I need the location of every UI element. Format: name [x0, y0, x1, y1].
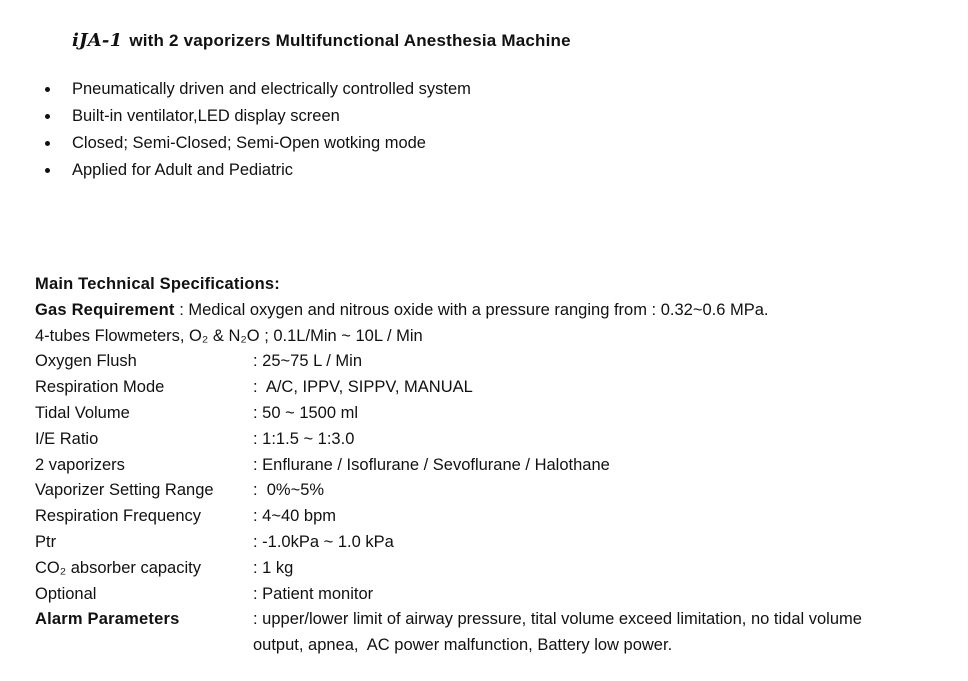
- list-item: [45, 103, 905, 130]
- spec-label: Tidal Volume: [35, 403, 130, 422]
- specifications-section: [35, 272, 957, 659]
- spec-label: Respiration Frequency: [35, 507, 201, 526]
- spec-label: Vaporizer Setting Range: [35, 481, 214, 500]
- spec-row: [35, 556, 957, 582]
- spec-value: : Medical oxygen and nitrous oxide with a pressure ranging from : 0.32~0.6 MPa.: [174, 300, 769, 319]
- page-title-text: with 2 vaporizers Multifunctional Anesthesia Machine: [129, 31, 571, 50]
- bullet-icon: [45, 114, 50, 119]
- spec-label: Optional: [35, 584, 97, 603]
- feature-text: Pneumatically driven and electrically controlled system: [72, 80, 471, 98]
- page-title: [72, 30, 571, 51]
- spec-label: Respiration Mode: [35, 378, 165, 397]
- spec-value: : 1 kg: [253, 558, 294, 577]
- spec-value: : -1.0kPa ~ 1.0 kPa: [253, 532, 394, 551]
- spec-value: : 0%~5%: [253, 481, 325, 500]
- feature-text: Closed; Semi-Closed; Semi-Open wotking mode: [72, 134, 426, 152]
- spec-value: : Patient monitor: [253, 584, 374, 603]
- spec-gas-requirement: [35, 298, 957, 324]
- spec-row: [35, 504, 957, 530]
- spec-label: Oxygen Flush: [35, 352, 137, 371]
- list-item: [45, 157, 905, 184]
- spec-value: : 25~75 L / Min: [253, 352, 362, 371]
- spec-label: 2 vaporizers: [35, 455, 125, 474]
- spec-row: [35, 401, 957, 427]
- spec-value: : A/C, IPPV, SIPPV, MANUAL: [253, 378, 473, 397]
- spec-label: Gas Requirement: [35, 300, 175, 319]
- spec-label: Ptr: [35, 532, 57, 551]
- spec-value: : Enflurane / Isoflurane / Sevoflurane / Halothane: [253, 455, 610, 474]
- bullet-icon: [45, 168, 50, 173]
- spec-value: : upper/lower limit of airway pressure, tital volume exceed limitation, no tidal volume output, apnea, AC power malfunction, Battery low power.: [253, 610, 867, 655]
- product-model: iJA-1: [72, 30, 123, 51]
- spec-flowmeters: 4-tubes Flowmeters, O₂ & N₂O ; 0.1L/Min ~ 10L / Min: [35, 326, 423, 345]
- spec-label: CO₂ absorber capacity: [35, 558, 201, 577]
- section-heading: Main Technical Specifications:: [35, 275, 281, 293]
- spec-value: : 1:1.5 ~ 1:3.0: [253, 429, 355, 448]
- feature-text: Applied for Adult and Pediatric: [72, 161, 294, 179]
- spec-row: [35, 478, 957, 504]
- spec-row: [35, 349, 957, 375]
- spec-row: [35, 453, 957, 479]
- spec-value: : 4~40 bpm: [253, 507, 337, 526]
- feature-list: [45, 76, 905, 184]
- list-item: [45, 76, 905, 103]
- spec-row-alarm-parameters: [35, 607, 957, 659]
- feature-text: Built-in ventilator,LED display screen: [72, 107, 340, 125]
- bullet-icon: [45, 141, 50, 146]
- spec-value: : 50 ~ 1500 ml: [253, 403, 359, 422]
- list-item: [45, 130, 905, 157]
- spec-label: Alarm Parameters: [35, 610, 180, 629]
- spec-row: [35, 530, 957, 556]
- spec-label: I/E Ratio: [35, 429, 99, 448]
- spec-row: [35, 375, 957, 401]
- spec-row: [35, 582, 957, 608]
- bullet-icon: [45, 87, 50, 92]
- spec-row: [35, 427, 957, 453]
